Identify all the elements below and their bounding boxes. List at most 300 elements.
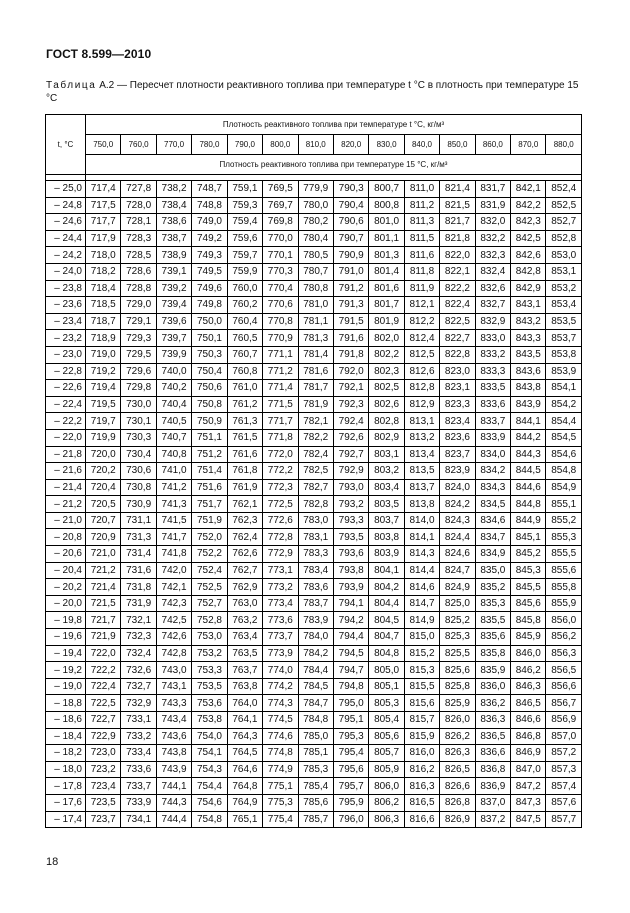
density-cell: 749,8 [192,297,227,314]
density-cell: 760,5 [227,330,262,347]
table-row [46,346,582,363]
density-cell: 806,2 [369,794,404,811]
density-cell: 855,8 [546,579,582,596]
density-cell: 732,9 [121,695,156,712]
density-cell: 794,8 [333,678,368,695]
density-cell: 802,9 [369,429,404,446]
density-cell: 784,2 [298,645,333,662]
density-cell: 847,0 [511,761,546,778]
table-row [46,479,582,496]
density-cell: 718,2 [86,263,121,280]
density-cell: 853,2 [546,280,582,297]
density-cell: 814,7 [404,595,439,612]
density-cell: 815,2 [404,645,439,662]
density-cell: 721,2 [86,562,121,579]
density-cell: 723,4 [86,778,121,795]
density-cell: 733,6 [121,761,156,778]
density-cell: 774,8 [263,745,298,762]
density-cell: 753,8 [192,712,227,729]
density-cell: 804,2 [369,579,404,596]
density-cell: 750,3 [192,346,227,363]
density-cell: 825,5 [440,645,475,662]
temperature-cell: – 22,4 [46,396,86,413]
density-cell: 853,8 [546,346,582,363]
density-cell: 741,0 [156,463,191,480]
density-cell: 836,5 [475,728,510,745]
table-row [46,313,582,330]
density-cell: 793,6 [333,546,368,563]
temperature-cell: – 22,0 [46,429,86,446]
density-cell: 720,7 [86,512,121,529]
density-cell: 815,3 [404,662,439,679]
density-cell: 803,1 [369,446,404,463]
density-cell: 785,6 [298,794,333,811]
density-cell: 734,1 [121,811,156,828]
density-cell: 761,8 [227,463,262,480]
temperature-cell: – 22,2 [46,413,86,430]
density-cell: 836,0 [475,678,510,695]
table-row [46,728,582,745]
density-cell: 764,0 [227,695,262,712]
density-cell: 730,3 [121,429,156,446]
density-cell: 721,9 [86,629,121,646]
density-cell: 790,4 [333,197,368,214]
density-cell: 793,8 [333,562,368,579]
density-cell: 719,5 [86,396,121,413]
density-cell: 784,8 [298,712,333,729]
density-cell: 761,2 [227,396,262,413]
density-cell: 782,1 [298,413,333,430]
density-cell: 728,3 [121,230,156,247]
table-row [46,247,582,264]
density-cell: 770,1 [263,247,298,264]
density-cell: 857,7 [546,811,582,828]
temperature-cell: – 23,2 [46,330,86,347]
density-cell: 752,2 [192,546,227,563]
density-cell: 764,8 [227,778,262,795]
density-cell: 782,2 [298,429,333,446]
density-cell: 764,9 [227,794,262,811]
density-cell: 846,3 [511,678,546,695]
density-cell: 785,3 [298,761,333,778]
density-cell: 855,3 [546,529,582,546]
density-cell: 853,9 [546,363,582,380]
density-cell: 740,8 [156,446,191,463]
density-cell: 771,4 [263,380,298,397]
temperature-cell: – 18,6 [46,712,86,729]
density-cell: 855,9 [546,595,582,612]
density-cell: 730,8 [121,479,156,496]
density-cell: 772,3 [263,479,298,496]
density-cell: 821,7 [440,214,475,231]
density-cell: 854,2 [546,396,582,413]
density-cell: 781,4 [298,346,333,363]
density-cell: 773,9 [263,645,298,662]
density-cell: 721,0 [86,546,121,563]
density-cell: 743,4 [156,712,191,729]
density-cell: 816,5 [404,794,439,811]
density-cell: 738,2 [156,181,191,198]
temperature-cell: – 25,0 [46,181,86,198]
density-cell: 835,6 [475,629,510,646]
table-row [46,562,582,579]
density-cell: 790,7 [333,230,368,247]
density-cell: 750,9 [192,413,227,430]
density-cell: 717,7 [86,214,121,231]
density-cell: 793,0 [333,479,368,496]
density-cell: 761,0 [227,380,262,397]
density-cell: 752,0 [192,529,227,546]
density-cell: 834,6 [475,512,510,529]
density-cell: 731,9 [121,595,156,612]
density-cell: 781,1 [298,313,333,330]
density-cell: 783,4 [298,562,333,579]
density-cell: 824,4 [440,529,475,546]
density-cell: 792,4 [333,413,368,430]
density-cell: 805,3 [369,695,404,712]
density-cell: 730,4 [121,446,156,463]
density-cell: 825,9 [440,695,475,712]
density-cell: 769,8 [263,214,298,231]
density-cell: 832,2 [475,230,510,247]
density-cell: 844,9 [511,512,546,529]
density-cell: 783,7 [298,595,333,612]
density-cell: 744,4 [156,811,191,828]
density-cell: 795,4 [333,745,368,762]
density-cell: 833,7 [475,413,510,430]
density-cell: 822,1 [440,263,475,280]
density-cell: 811,3 [404,214,439,231]
density-cell: 738,6 [156,214,191,231]
density-cell: 752,7 [192,595,227,612]
density-cell: 833,6 [475,396,510,413]
density-cell: 728,6 [121,263,156,280]
density-cell: 853,5 [546,313,582,330]
density-cell: 804,4 [369,595,404,612]
density-cell: 784,4 [298,662,333,679]
density-cell: 854,4 [546,413,582,430]
density-cell: 771,5 [263,396,298,413]
density-cell: 784,5 [298,678,333,695]
density-cell: 763,4 [227,629,262,646]
density-cell: 836,9 [475,778,510,795]
density-cell: 753,0 [192,629,227,646]
density-cell: 785,0 [298,728,333,745]
density-cell: 782,8 [298,496,333,513]
density-cell: 750,6 [192,380,227,397]
temperature-cell: – 22,8 [46,363,86,380]
density-conversion-table [45,114,582,828]
density-cell: 764,6 [227,761,262,778]
density-cell: 739,6 [156,313,191,330]
density-cell: 835,0 [475,562,510,579]
temperature-cell: – 21,0 [46,512,86,529]
density-cell: 834,3 [475,479,510,496]
density-cell: 852,7 [546,214,582,231]
density-cell: 843,9 [511,396,546,413]
density-column-header: 870,0 [511,135,546,155]
temperature-cell: – 19,8 [46,612,86,629]
density-cell: 842,1 [511,181,546,198]
density-cell: 731,1 [121,512,156,529]
density-column-header: 840,0 [404,135,439,155]
density-cell: 779,9 [298,181,333,198]
density-cell: 781,3 [298,330,333,347]
density-cell: 823,3 [440,396,475,413]
density-cell: 842,5 [511,230,546,247]
density-cell: 780,7 [298,263,333,280]
density-cell: 815,0 [404,629,439,646]
density-cell: 754,6 [192,794,227,811]
density-cell: 761,5 [227,429,262,446]
table-row [46,678,582,695]
density-cell: 744,3 [156,794,191,811]
temperature-cell: – 19,2 [46,662,86,679]
density-cell: 743,1 [156,678,191,695]
density-cell: 843,2 [511,313,546,330]
density-cell: 801,9 [369,313,404,330]
density-cell: 784,0 [298,629,333,646]
density-cell: 771,8 [263,429,298,446]
density-cell: 722,0 [86,645,121,662]
density-cell: 855,6 [546,562,582,579]
temperature-cell: – 21,6 [46,463,86,480]
density-cell: 769,7 [263,197,298,214]
density-cell: 805,4 [369,712,404,729]
density-cell: 752,4 [192,562,227,579]
density-cell: 823,9 [440,463,475,480]
density-cell: 741,7 [156,529,191,546]
density-column-header: 820,0 [333,135,368,155]
density-cell: 743,3 [156,695,191,712]
density-cell: 795,3 [333,728,368,745]
density-cell: 812,6 [404,363,439,380]
temperature-cell: – 19,0 [46,678,86,695]
density-column-header: 790,0 [227,135,262,155]
density-cell: 845,3 [511,562,546,579]
density-cell: 762,6 [227,546,262,563]
density-at-15-header: Плотность реактивного топлива при температуре 15 °С, кг/м³ [86,155,582,175]
density-cell: 774,5 [263,712,298,729]
density-cell: 837,0 [475,794,510,811]
density-cell: 760,8 [227,363,262,380]
density-cell: 719,9 [86,429,121,446]
density-cell: 749,2 [192,230,227,247]
density-cell: 826,6 [440,778,475,795]
temperature-cell: – 24,4 [46,230,86,247]
density-cell: 772,9 [263,546,298,563]
temperature-cell: – 20,8 [46,529,86,546]
density-cell: 822,0 [440,247,475,264]
density-cell: 760,7 [227,346,262,363]
density-cell: 801,1 [369,230,404,247]
density-cell: 751,4 [192,463,227,480]
density-cell: 832,9 [475,313,510,330]
temperature-cell: – 18,0 [46,761,86,778]
density-cell: 762,4 [227,529,262,546]
density-cell: 823,4 [440,413,475,430]
density-cell: 754,1 [192,745,227,762]
density-cell: 833,2 [475,346,510,363]
density-column-header: 800,0 [263,135,298,155]
table-row [46,463,582,480]
density-cell: 791,2 [333,280,368,297]
density-cell: 853,0 [546,247,582,264]
density-cell: 773,4 [263,595,298,612]
density-cell: 740,2 [156,380,191,397]
density-cell: 804,5 [369,612,404,629]
density-cell: 748,8 [192,197,227,214]
density-column-header: 770,0 [156,135,191,155]
table-row [46,529,582,546]
density-cell: 731,3 [121,529,156,546]
density-cell: 733,2 [121,728,156,745]
density-cell: 742,0 [156,562,191,579]
density-cell: 770,8 [263,313,298,330]
density-cell: 853,4 [546,297,582,314]
density-at-t-header: Плотность реактивного топлива при температуре t °С, кг/м³ [86,115,582,135]
density-cell: 834,9 [475,546,510,563]
density-cell: 774,3 [263,695,298,712]
caption-label: Таблица [46,80,97,91]
density-cell: 816,2 [404,761,439,778]
density-cell: 738,4 [156,197,191,214]
density-cell: 844,1 [511,413,546,430]
density-cell: 791,5 [333,313,368,330]
density-cell: 770,9 [263,330,298,347]
density-cell: 741,2 [156,479,191,496]
density-cell: 749,3 [192,247,227,264]
density-cell: 765,1 [227,811,262,828]
density-cell: 721,4 [86,579,121,596]
density-cell: 831,7 [475,181,510,198]
density-cell: 856,9 [546,712,582,729]
table-row [46,330,582,347]
density-cell: 773,1 [263,562,298,579]
density-cell: 727,8 [121,181,156,198]
density-cell: 811,6 [404,247,439,264]
density-cell: 792,9 [333,463,368,480]
density-cell: 811,9 [404,280,439,297]
density-cell: 803,2 [369,463,404,480]
density-cell: 771,2 [263,363,298,380]
density-cell: 783,3 [298,546,333,563]
density-cell: 795,7 [333,778,368,795]
density-cell: 739,2 [156,280,191,297]
density-cell: 729,8 [121,380,156,397]
density-cell: 826,9 [440,811,475,828]
density-cell: 804,8 [369,645,404,662]
density-cell: 780,2 [298,214,333,231]
temperature-cell: – 20,4 [46,562,86,579]
page-number: 18 [46,856,59,868]
density-cell: 730,9 [121,496,156,513]
density-cell: 844,5 [511,463,546,480]
density-cell: 791,3 [333,297,368,314]
density-cell: 832,7 [475,297,510,314]
density-cell: 844,6 [511,479,546,496]
density-cell: 759,3 [227,197,262,214]
temperature-cell: – 17,4 [46,811,86,828]
density-cell: 857,3 [546,761,582,778]
density-cell: 750,4 [192,363,227,380]
table-row [46,197,582,214]
density-cell: 740,4 [156,396,191,413]
density-cell: 718,4 [86,280,121,297]
density-cell: 831,9 [475,197,510,214]
density-cell: 792,3 [333,396,368,413]
density-cell: 836,2 [475,695,510,712]
density-cell: 811,2 [404,197,439,214]
density-cell: 733,7 [121,778,156,795]
temperature-cell: – 20,0 [46,595,86,612]
density-cell: 774,9 [263,761,298,778]
table-row [46,214,582,231]
density-cell: 739,1 [156,263,191,280]
density-cell: 718,0 [86,247,121,264]
density-cell: 728,5 [121,247,156,264]
temperature-cell: – 24,6 [46,214,86,231]
density-cell: 846,0 [511,645,546,662]
temperature-cell: – 19,6 [46,629,86,646]
density-cell: 857,4 [546,778,582,795]
density-cell: 764,1 [227,712,262,729]
density-cell: 719,2 [86,363,121,380]
density-cell: 826,0 [440,712,475,729]
density-column-header: 760,0 [121,135,156,155]
density-cell: 794,7 [333,662,368,679]
density-cell: 785,7 [298,811,333,828]
density-cell: 759,1 [227,181,262,198]
density-cell: 720,4 [86,479,121,496]
density-cell: 759,7 [227,247,262,264]
table-row [46,380,582,397]
density-cell: 792,1 [333,380,368,397]
density-cell: 732,3 [121,629,156,646]
density-cell: 816,6 [404,811,439,828]
density-cell: 729,3 [121,330,156,347]
temperature-cell: – 21,8 [46,446,86,463]
density-cell: 733,4 [121,745,156,762]
density-cell: 770,3 [263,263,298,280]
caption-text: — Пересчет плотности реактивного топлива при температуре t °С в плотность при температуре 15 °С [46,80,579,104]
density-cell: 751,1 [192,429,227,446]
density-cell: 802,5 [369,380,404,397]
density-cell: 856,3 [546,645,582,662]
density-cell: 741,8 [156,546,191,563]
density-cell: 749,6 [192,280,227,297]
density-cell: 730,0 [121,396,156,413]
density-cell: 804,7 [369,629,404,646]
table-row [46,778,582,795]
density-cell: 749,5 [192,263,227,280]
temperature-cell: – 21,2 [46,496,86,513]
table-row [46,811,582,828]
density-cell: 754,3 [192,761,227,778]
density-column-header: 880,0 [546,135,582,155]
density-cell: 781,0 [298,297,333,314]
density-cell: 763,0 [227,595,262,612]
density-cell: 723,7 [86,811,121,828]
density-cell: 744,1 [156,778,191,795]
density-cell: 854,8 [546,463,582,480]
temperature-cell: – 23,8 [46,280,86,297]
density-cell: 783,6 [298,579,333,596]
density-cell: 835,8 [475,645,510,662]
density-cell: 803,9 [369,546,404,563]
table-row [46,429,582,446]
density-cell: 802,3 [369,363,404,380]
